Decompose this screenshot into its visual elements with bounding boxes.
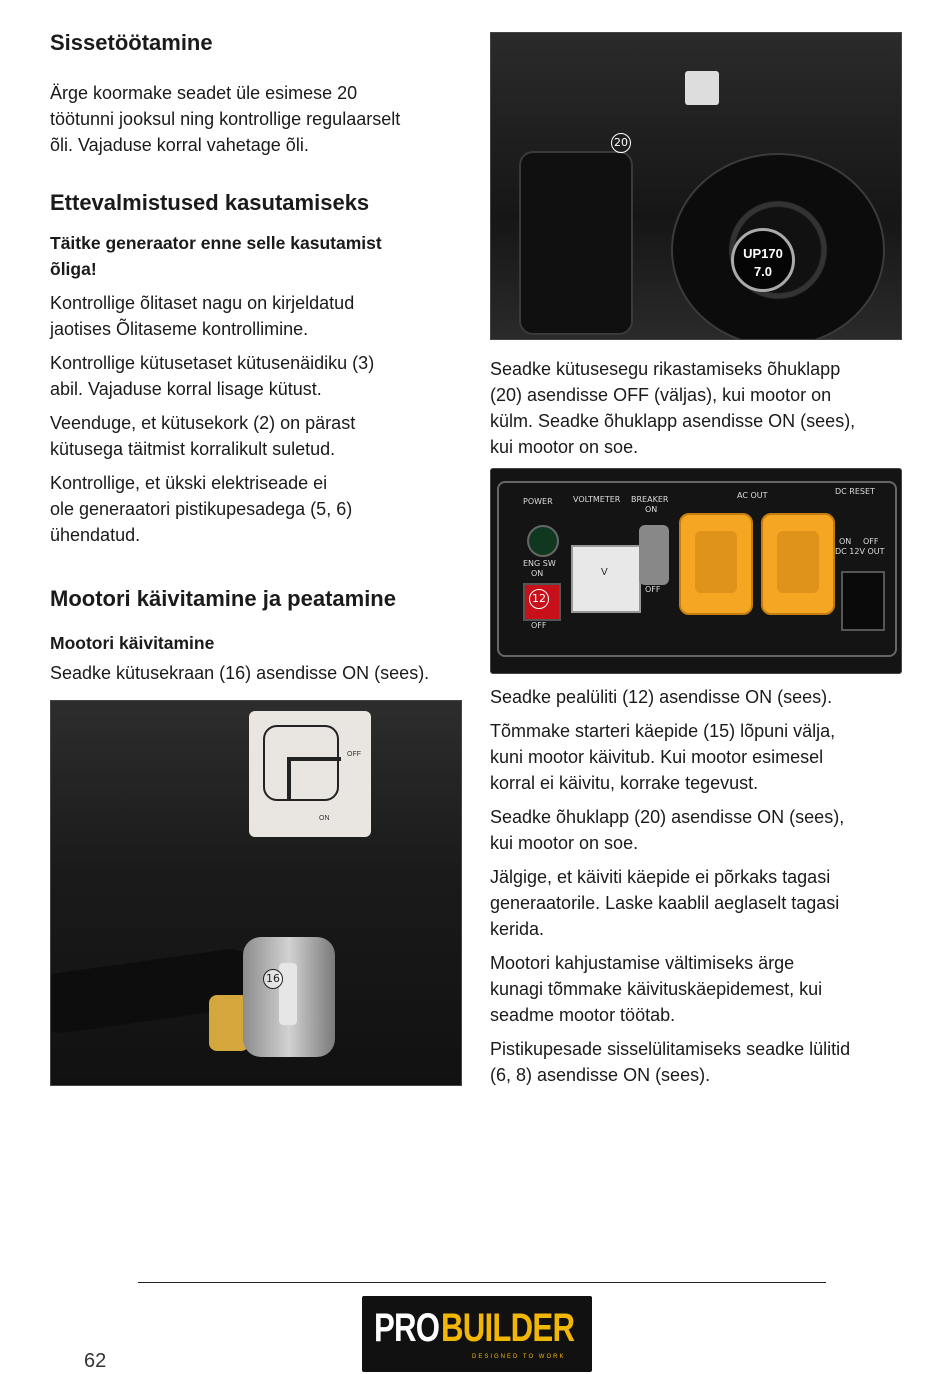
choke-sticker — [685, 71, 719, 105]
control-panel-photo: POWER VOLTMETER BREAKER ON OFF AC OUT DC RESET ON OFF DC 12V OUT ENG SW ON OFF 12 V — [490, 468, 902, 674]
callout-12: 12 — [529, 589, 549, 609]
heading-preparations: Ettevalmistused kasutamiseks — [50, 190, 370, 215]
ac-socket-2 — [761, 513, 835, 615]
ac-socket-1 — [679, 513, 753, 615]
power-indicator — [527, 525, 559, 557]
fuel-tap-lever — [279, 963, 297, 1025]
warning-fill-oil: Täitke generaator enne selle kasutamist õliga! — [50, 233, 382, 279]
heading-start-stop: Mootori käivitamine ja peatamine — [50, 586, 396, 611]
left-column — [50, 28, 465, 1086]
footer-rule — [138, 1282, 826, 1283]
engine-photo — [490, 32, 902, 340]
fuel-tap-sticker — [249, 711, 371, 837]
right-column — [490, 32, 902, 1088]
paragraph-check-fuel: Kontrollige kütusetaset kütusenäidiku (3) abil. Vajaduse korral lisage kütust. — [50, 353, 375, 399]
paragraph-choke-on: Seadke õhuklapp (20) asendisse ON (sees), kui mootor on soe. — [490, 807, 845, 853]
paragraph-socket-switches: Pistikupesade sisselülitamiseks seadke lülitid (6, 8) asendisse ON (sees). — [490, 1039, 851, 1085]
probuilder-logo: PRO BUILDER DESIGNED TO WORK — [362, 1296, 592, 1372]
sticker-on-label: ON — [319, 815, 330, 822]
paragraph-check-oil: Kontrollige õlitaset nagu on kirjeldatud jaotises Õlitaseme kontrollimine. — [50, 293, 355, 339]
air-filter-cover — [519, 151, 633, 335]
paragraph-break-in: Ärge koormake seadet üle esimese 20 töötunni jooksul ning kontrollige regulaarselt õli. Vajaduse korral vahetage õli. — [50, 83, 401, 155]
voltmeter: V — [571, 545, 641, 613]
paragraph-fuel-tap: Seadke kütusekraan (16) asendisse ON (sees). — [50, 663, 430, 683]
callout-16: 16 — [263, 969, 283, 989]
engine-badge: UP170 7.0 — [731, 228, 795, 292]
dc-socket — [841, 571, 885, 631]
fuel-tap-photo — [50, 700, 462, 1086]
paragraph-choke: Seadke kütusesegu rikastamiseks õhuklapp (20) asendisse OFF (väljas), kui mootor on külm. Seadke õhuklapp asendisse ON (sees), kui mootor on soe. — [490, 359, 856, 457]
paragraph-pull-starter: Tõmmake starteri käepide (15) lõpuni välja, kuni mootor käivitub. Kui mootor esimesel korral ei käivitu, korrake tegevust. — [490, 721, 836, 793]
paragraph-handle-return: Jälgige, et käiviti käepide ei põrkaks tagasi generaatorile. Laske kaablil aeglaselt tagasi kerida. — [490, 867, 840, 939]
paragraph-no-devices: Kontrollige, et ükski elektriseade ei ole generaatori pistikupesadega (5, 6) ühendatud. — [50, 473, 353, 545]
sticker-off-label: OFF — [347, 751, 361, 758]
paragraph-main-switch: Seadke pealüliti (12) asendisse ON (sees). — [490, 687, 833, 707]
paragraph-fuel-cap: Veenduge, et kütusekork (2) on pärast kütusega täitmist korralikult suletud. — [50, 413, 356, 459]
subheading-engine-start: Mootori käivitamine — [50, 633, 215, 653]
page-number: 62 — [84, 1350, 107, 1372]
callout-20: 20 — [611, 133, 631, 153]
heading-break-in: Sissetöötamine — [50, 30, 213, 55]
breaker-button — [639, 525, 669, 585]
paragraph-no-pull-running: Mootori kahjustamise vältimiseks ärge kunagi tõmmake käivituskäepidemest, kui seadme mootor töötab. — [490, 953, 823, 1025]
